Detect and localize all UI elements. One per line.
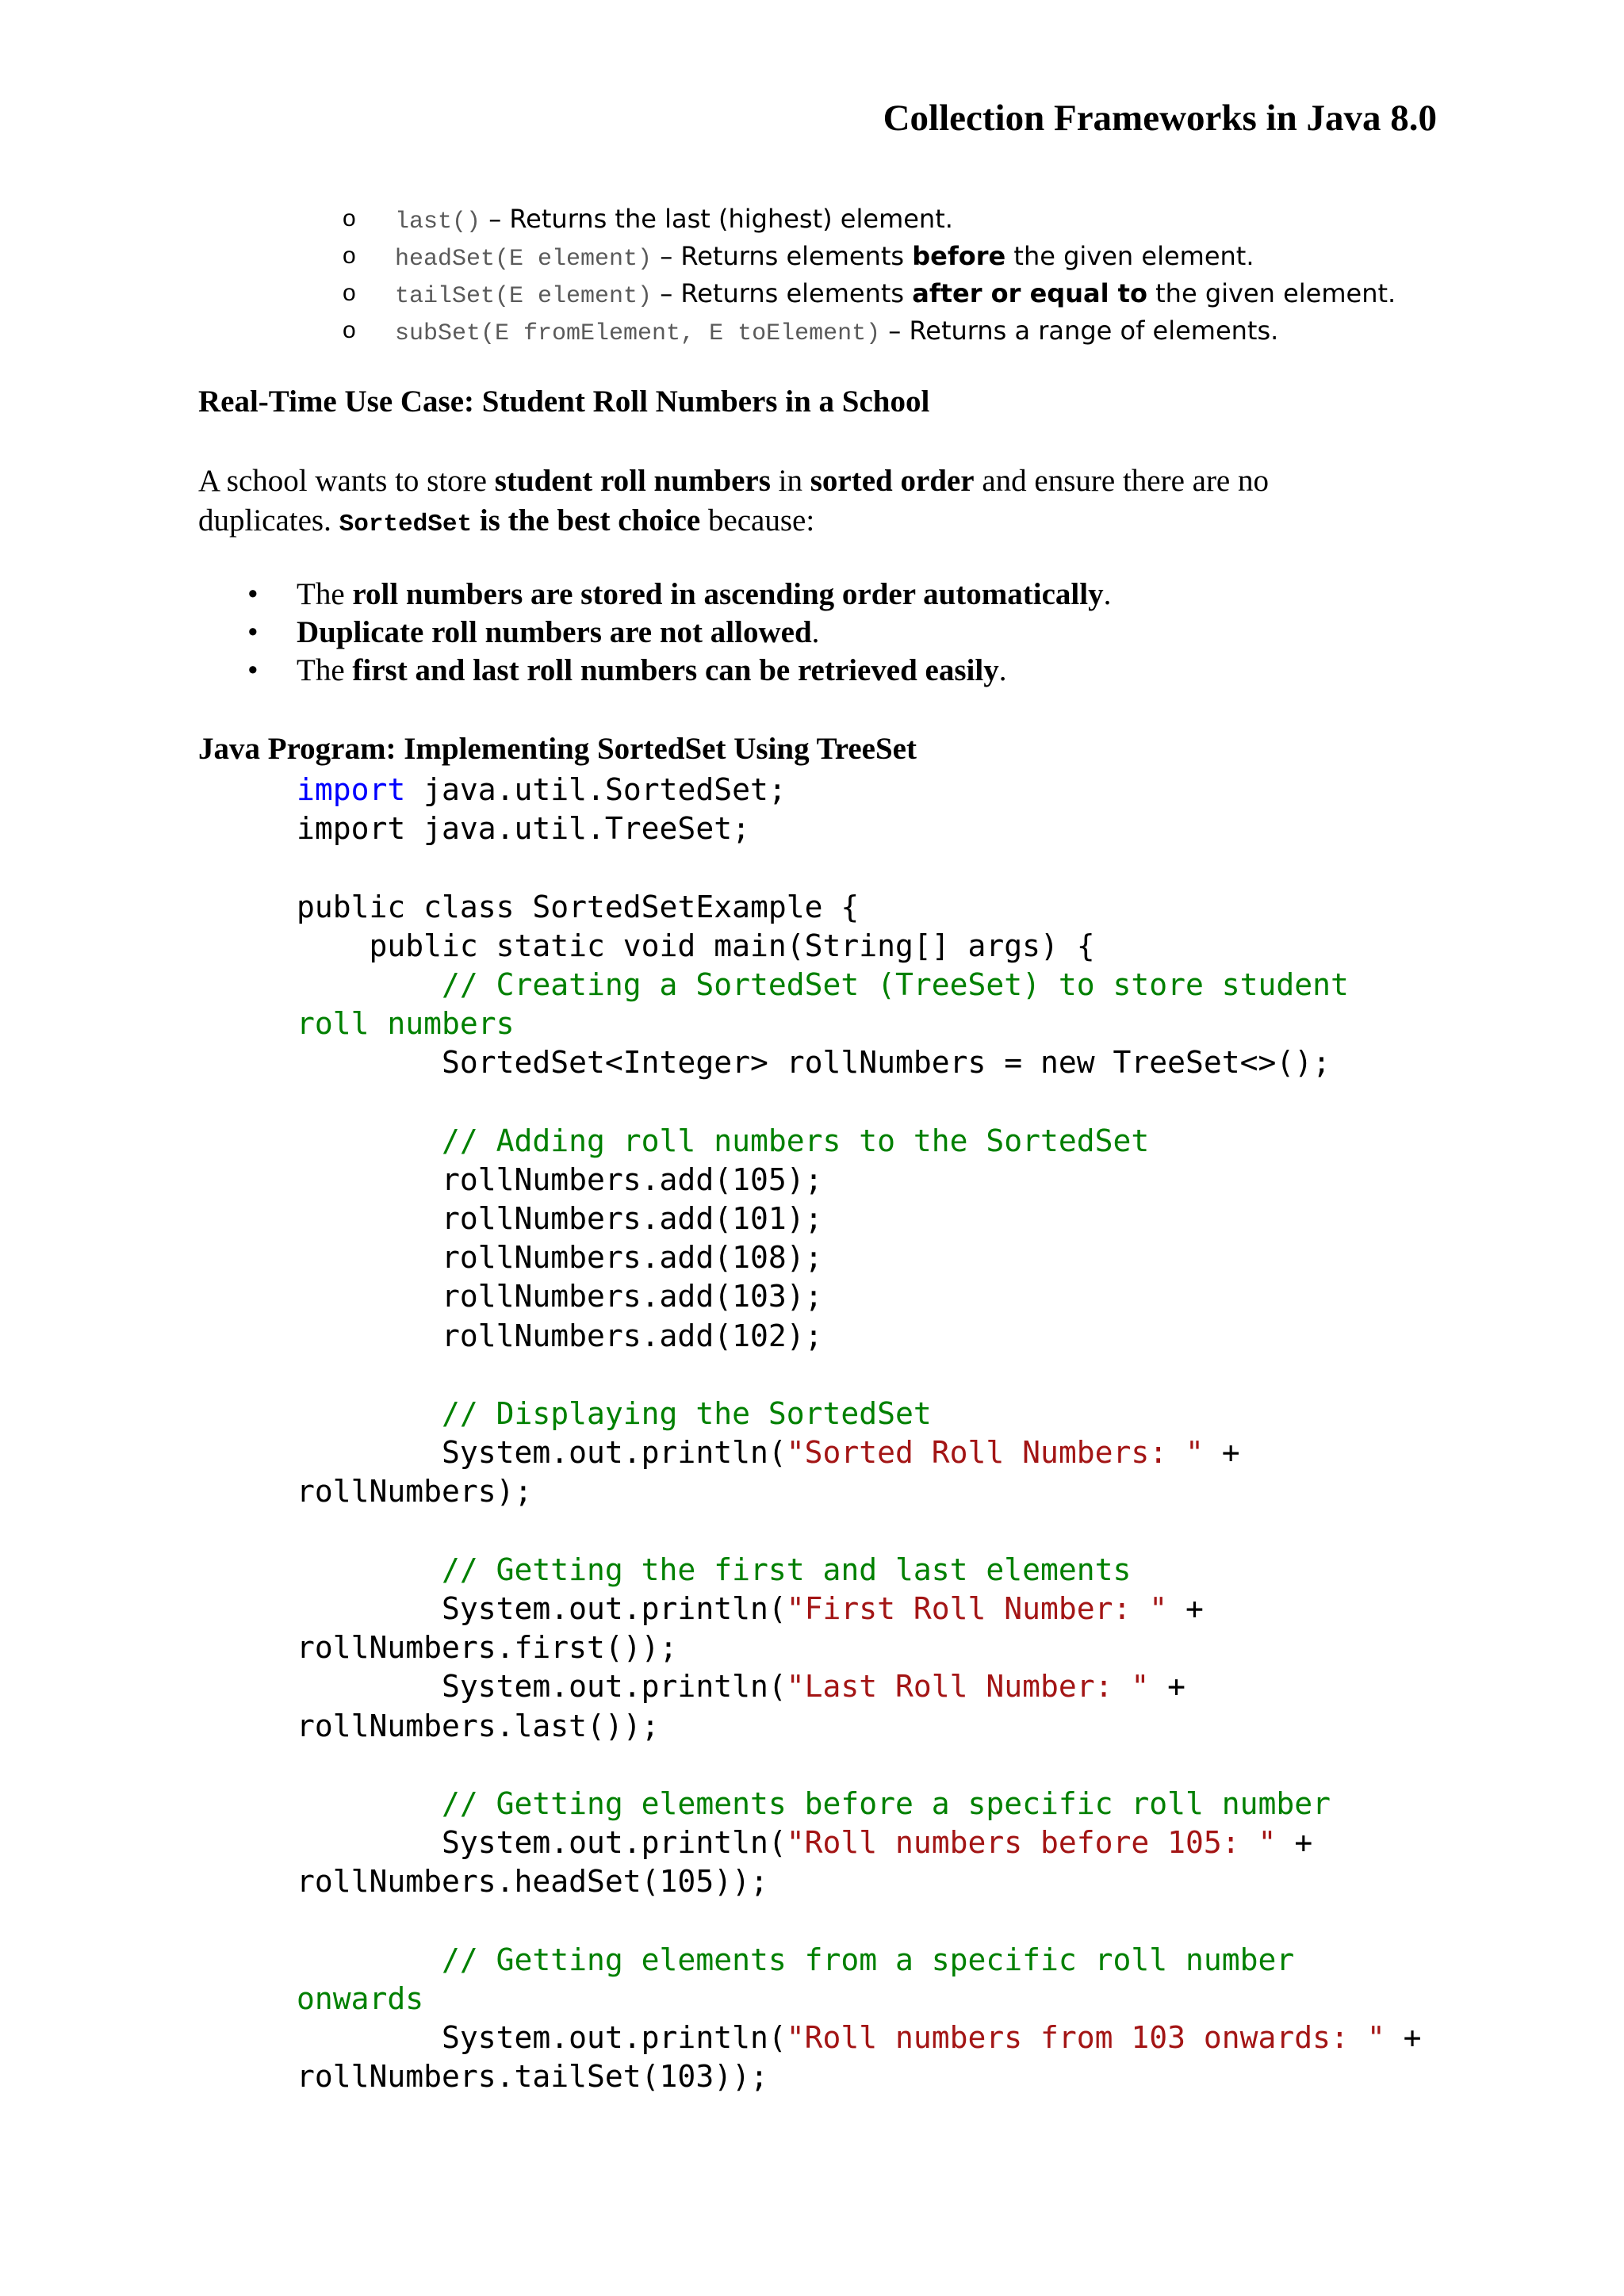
feature-bullet-run: Duplicate roll numbers are not allowed <box>297 615 812 649</box>
method-description <box>652 278 1396 308</box>
feature-bullet-run: . <box>1103 577 1112 611</box>
code-line <box>297 1551 1421 1590</box>
code-line <box>297 1785 1421 1823</box>
paragraph-run: A school wants to store <box>198 464 495 498</box>
code-text: System.out.println( <box>297 1669 787 1705</box>
program-heading-run: TreeSet <box>816 732 917 766</box>
method-description-run: – Returns elements <box>652 278 913 308</box>
code-line <box>297 1043 1421 1082</box>
code-text: rollNumbers.add(108); <box>297 1240 823 1276</box>
code-line <box>297 848 1421 887</box>
method-signature-code: last() <box>395 209 481 235</box>
code-line <box>297 809 1421 848</box>
code-line <box>297 1122 1421 1161</box>
paragraph-run: because: <box>700 503 815 538</box>
code-text: rollNumbers.headSet(105)); <box>297 1864 768 1900</box>
feature-bullet-run: The <box>297 653 353 687</box>
code-comment: // Adding roll numbers to the SortedSet <box>297 1123 1150 1158</box>
method-description-run: – Returns the last (highest) element. <box>481 204 953 234</box>
code-comment: // Getting elements from a specific roll number <box>297 1942 1295 1977</box>
code-line <box>297 2019 1421 2057</box>
method-signature <box>395 201 953 241</box>
method-signature-code: tailSet(E element) <box>395 283 653 310</box>
use-case-heading: Real-Time Use Case: Student Roll Numbers in a School <box>198 385 930 419</box>
code-comment: onwards <box>297 1980 424 2016</box>
code-text: rollNumbers); <box>297 1474 533 1510</box>
code-text: rollNumbers.last()); <box>297 1708 660 1743</box>
code-line <box>297 1356 1421 1395</box>
code-line <box>297 1433 1421 1472</box>
circle-bullet-icon: o <box>343 243 356 269</box>
code-line <box>297 1707 1421 1746</box>
code-string: "First Roll Number: " <box>786 1590 1168 1626</box>
code-line <box>297 1238 1421 1277</box>
code-string: "Last Roll Number: " <box>786 1669 1150 1705</box>
circle-bullet-icon: o <box>343 317 356 343</box>
feature-bullet-run: . <box>811 615 820 649</box>
feature-bullet-run: The <box>297 577 353 611</box>
bullet-dot-icon: • <box>247 615 259 649</box>
code-line <box>297 1083 1421 1122</box>
code-string: "Sorted Roll Numbers: " <box>786 1435 1204 1471</box>
code-string: "Roll numbers before 105: " <box>786 1825 1277 1861</box>
code-line <box>297 1395 1421 1433</box>
method-description-run: – Returns elements <box>652 241 913 271</box>
code-keyword: import <box>297 772 406 807</box>
method-description-run: before <box>912 241 1006 271</box>
code-text: System.out.println( <box>297 1435 787 1471</box>
paragraph-run: sorted order <box>810 464 975 498</box>
code-comment: // Getting the first and last elements <box>297 1552 1132 1587</box>
code-line <box>297 1512 1421 1551</box>
use-case-paragraph-line-2 <box>198 501 814 545</box>
code-line <box>297 927 1421 966</box>
code-text: rollNumbers.add(101); <box>297 1201 823 1237</box>
code-text: SortedSet<Integer> rollNumbers = new TreeSet<>(); <box>297 1045 1331 1081</box>
method-signature <box>395 312 1278 353</box>
code-string: "Roll numbers from 103 onwards: " <box>786 2020 1385 2055</box>
program-heading-run: SortedSet <box>596 732 726 766</box>
code-text: rollNumbers.tailSet(103)); <box>297 2059 768 2095</box>
code-text: + <box>1385 2020 1422 2055</box>
code-line <box>297 1277 1421 1316</box>
code-text: System.out.println( <box>297 2020 787 2055</box>
method-description <box>652 241 1254 271</box>
bullet-dot-icon: • <box>247 577 259 611</box>
paragraph-run: and ensure there are no <box>974 464 1269 498</box>
page-header-title: Collection Frameworks in Java 8.0 <box>883 98 1437 139</box>
code-text: System.out.println( <box>297 1590 787 1626</box>
code-text: + <box>1167 1590 1204 1626</box>
code-line <box>297 1161 1421 1200</box>
method-signature <box>395 238 1254 278</box>
code-line <box>297 1941 1421 1980</box>
code-line <box>297 1200 1421 1238</box>
program-heading <box>198 731 917 767</box>
code-line <box>297 1823 1421 1862</box>
code-text: rollNumbers.first()); <box>297 1630 678 1666</box>
method-description <box>481 204 953 234</box>
paragraph-run: is the best choice <box>472 503 701 538</box>
code-comment: // Creating a SortedSet (TreeSet) to store student <box>297 966 1349 1002</box>
paragraph-run: duplicates. <box>198 503 339 538</box>
method-description <box>880 316 1278 346</box>
code-line <box>297 1980 1421 2019</box>
code-text: import java.util.TreeSet; <box>297 811 750 847</box>
code-line <box>297 2057 1421 2096</box>
code-comment: // Getting elements before a specific roll number <box>297 1785 1331 1821</box>
method-signature-code: headSet(E element) <box>395 246 653 273</box>
feature-bullet-text <box>297 576 1111 614</box>
feature-bullet-run: . <box>998 653 1007 687</box>
code-comment: roll numbers <box>297 1006 515 1042</box>
program-heading-run: Java Program: Implementing <box>198 732 597 766</box>
code-line <box>297 1590 1421 1628</box>
use-case-paragraph-line-1 <box>198 461 1269 501</box>
code-text: public static void main(String[] args) { <box>297 928 1095 963</box>
code-text: java.util.SortedSet; <box>405 772 787 807</box>
code-line <box>297 1746 1421 1785</box>
feature-bullet-run: roll numbers are stored in ascending order automatically <box>352 577 1104 611</box>
code-text: + <box>1149 1669 1186 1705</box>
java-code-block <box>297 771 1421 2096</box>
code-line <box>297 771 1421 809</box>
feature-bullet-text <box>297 614 819 652</box>
code-text: + <box>1203 1435 1240 1471</box>
code-text: rollNumbers.add(105); <box>297 1161 823 1197</box>
paragraph-run: in <box>770 464 810 498</box>
code-text: + <box>1276 1825 1313 1861</box>
program-heading-run: Using <box>726 732 817 766</box>
code-line <box>297 966 1421 1004</box>
circle-bullet-icon: o <box>343 280 356 306</box>
code-line <box>297 1667 1421 1706</box>
circle-bullet-icon: o <box>343 205 356 232</box>
method-description-run: after or equal to <box>912 278 1147 308</box>
code-text: rollNumbers.add(102); <box>297 1318 823 1353</box>
code-line <box>297 1862 1421 1901</box>
method-description-run: the given element. <box>1147 278 1396 308</box>
bullet-dot-icon: • <box>247 653 259 687</box>
feature-bullet-text <box>297 652 1006 690</box>
paragraph-run: student roll numbers <box>494 464 771 498</box>
code-line <box>297 888 1421 927</box>
method-description-run: – Returns a range of elements. <box>880 316 1279 346</box>
code-text: rollNumbers.add(103); <box>297 1279 823 1314</box>
code-line <box>297 1472 1421 1511</box>
code-line <box>297 1901 1421 1940</box>
code-line <box>297 1004 1421 1043</box>
paragraph-run: SortedSet <box>339 511 473 538</box>
code-line <box>297 1317 1421 1356</box>
code-comment: // Displaying the SortedSet <box>297 1396 932 1431</box>
feature-bullet-run: first and last roll numbers can be retrieved easily <box>352 653 999 687</box>
method-signature-code: subSet(E fromElement, E toElement) <box>395 320 881 347</box>
code-line <box>297 1628 1421 1667</box>
code-text: System.out.println( <box>297 1825 787 1861</box>
code-text: public class SortedSetExample { <box>297 889 860 924</box>
method-description-run: the given element. <box>1005 241 1254 271</box>
method-signature <box>395 275 1396 316</box>
